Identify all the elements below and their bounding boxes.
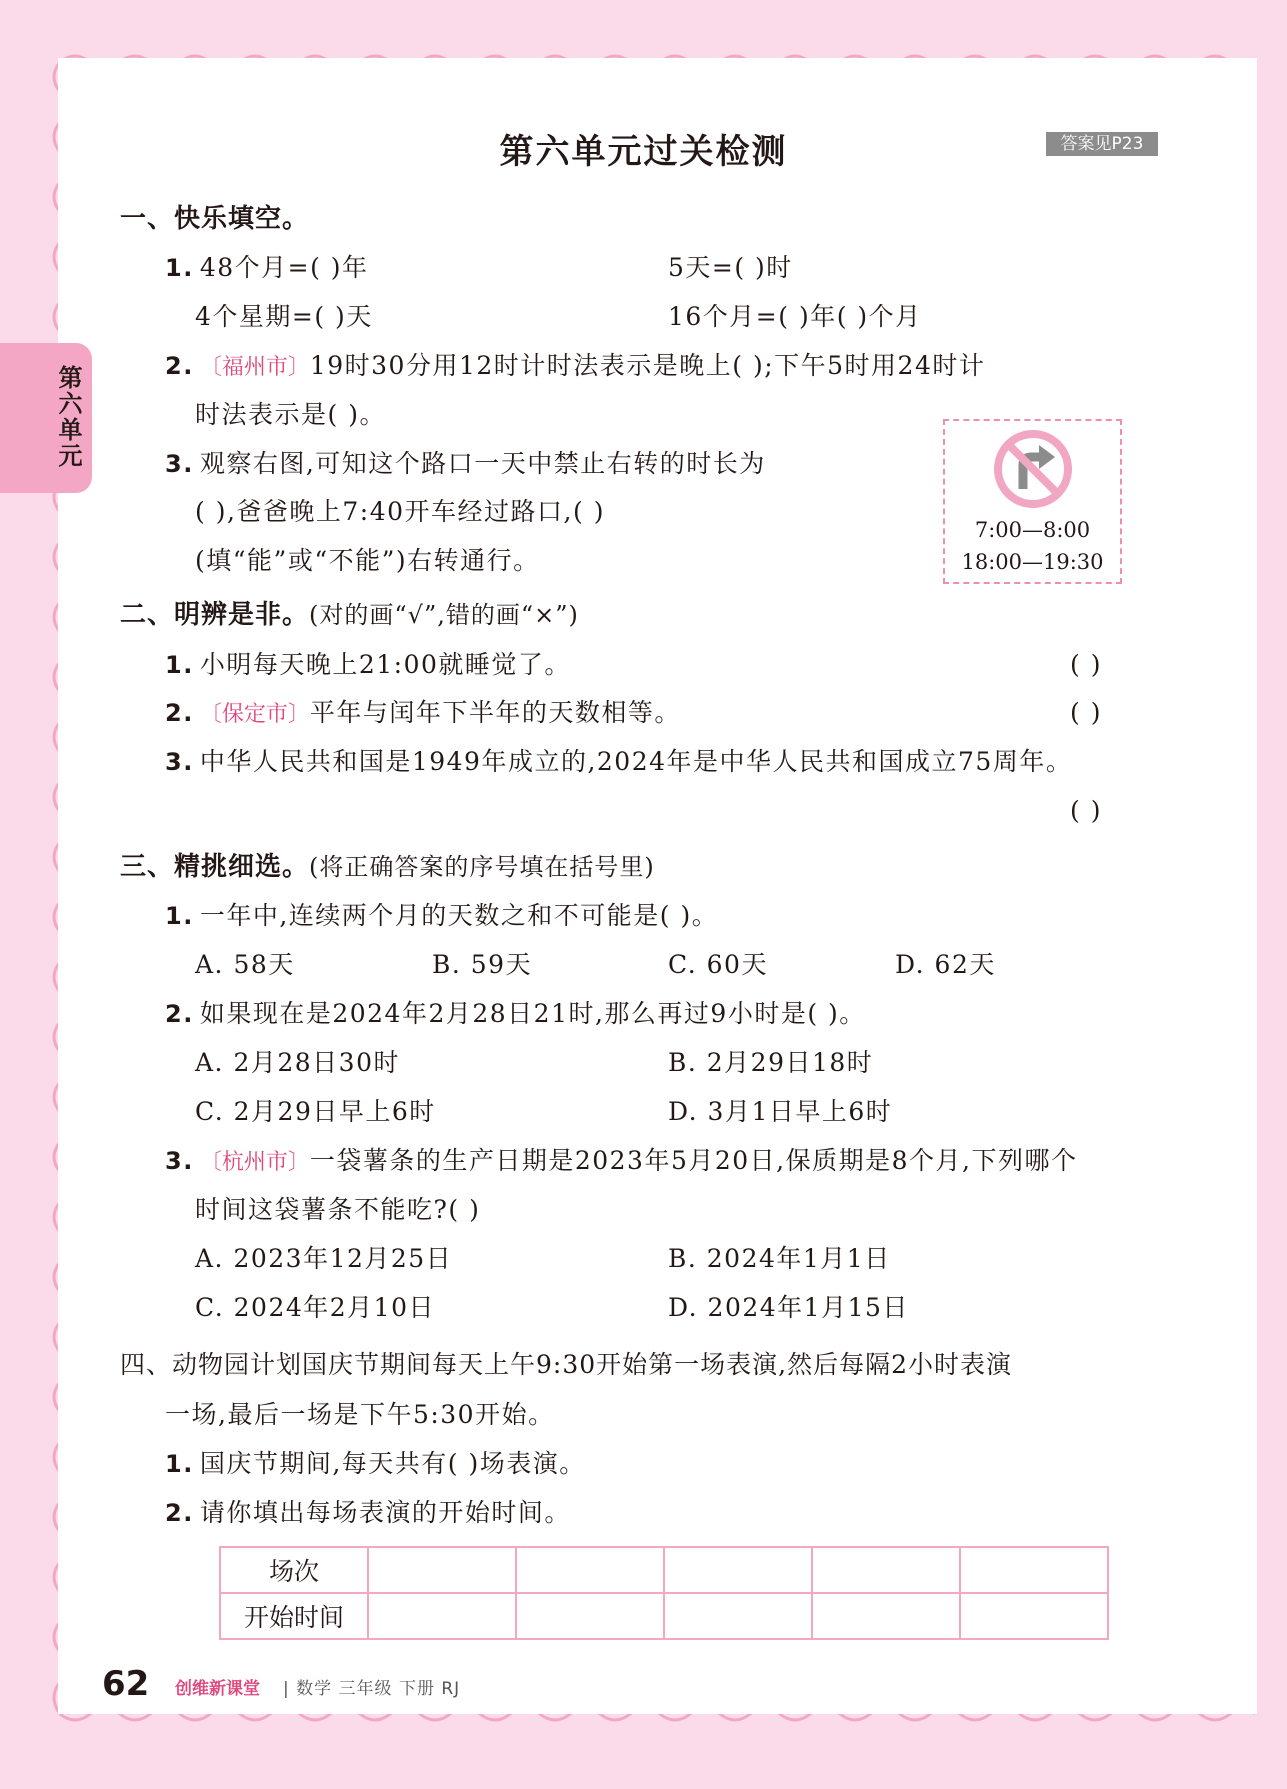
table-cell[interactable] [664,1547,812,1593]
table-cell[interactable] [368,1593,516,1639]
s1-q3 [165,449,766,479]
section-1-heading: 一、快乐填空。 [120,204,310,234]
table-cell[interactable] [960,1547,1108,1593]
section-3-title: 三、精挑细选。 [120,852,310,882]
q-number: 3. [165,1147,194,1175]
s1-q1c: 4个星期=( )天 [195,302,373,331]
s3-q3-option-c[interactable]: C. 2024年2月10日 [195,1293,435,1322]
q-number: 2. [165,1499,194,1527]
table-row-header-start-time: 开始时间 [220,1593,368,1639]
section-2-title: 二、明辨是非。 [120,600,310,630]
table-cell[interactable] [664,1593,812,1639]
traffic-sign-figure [943,419,1122,584]
show-schedule-table [219,1546,1109,1640]
q-number: 2. [165,699,194,727]
s1-q3-line1: 观察右图,可知这个路口一天中禁止右转的时长为 [199,449,766,478]
table-cell[interactable] [516,1547,664,1593]
s2-q3-answer-blank[interactable]: ( ) [1070,796,1102,825]
q-number: 2. [165,352,194,380]
s3-q2-option-c[interactable]: C. 2月29日早上6时 [195,1097,436,1126]
s3-q2-text: 如果现在是2024年2月28日21时,那么再过9小时是( )。 [199,999,866,1028]
s3-q1 [165,901,718,931]
s3-q1-option-b[interactable]: B. 59天 [432,950,533,979]
s3-q3-option-b[interactable]: B. 2024年1月1日 [668,1244,891,1273]
s3-q3-cont: 时间这袋薯条不能吃?( ) [195,1195,481,1224]
s3-q2-option-a[interactable]: A. 2月28日30时 [195,1048,400,1077]
region-tag: 〔福州市〕 [199,355,310,380]
section-3-note: (将正确答案的序号填在括号里) [309,853,655,881]
s4-q1-text: 国庆节期间,每天共有( )场表演。 [199,1449,586,1478]
table-cell[interactable] [368,1547,516,1593]
q-number: 3. [165,748,194,776]
table-row [220,1593,1108,1639]
s2-q2-answer-blank[interactable]: ( ) [1070,698,1102,727]
footer-brand: 创维新课堂 [175,1679,260,1699]
s2-q2 [165,698,681,730]
s1-q1a: 48个月=( )年 [199,253,369,282]
s3-q2-option-d[interactable]: D. 3月1日早上6时 [668,1097,893,1126]
section-4-heading [120,1350,1012,1380]
region-tag: 〔保定市〕 [199,702,310,727]
s1-q1-row1 [165,253,369,283]
section-4-line2: 一场,最后一场是下午5:30开始。 [165,1400,555,1429]
s1-q2 [165,351,985,383]
q-number: 1. [165,902,194,930]
page-number: 62 [102,1664,150,1704]
s3-q1-text: 一年中,连续两个月的天数之和不可能是( )。 [199,901,719,930]
s2-q1-answer-blank[interactable]: ( ) [1070,650,1102,679]
s2-q1-text: 小明每天晚上21:00就睡觉了。 [199,650,571,679]
s1-q1d: 16个月=( )年( )个月 [668,302,922,331]
s3-q1-option-c[interactable]: C. 60天 [668,950,768,979]
s3-q1-option-d[interactable]: D. 62天 [895,950,996,979]
region-tag: 〔杭州市〕 [199,1150,310,1175]
s3-q2-option-b[interactable]: B. 2月29日18时 [668,1048,874,1077]
s3-q3-option-a[interactable]: A. 2023年12月25日 [195,1244,453,1273]
s1-q2-text: 19时30分用12时计时法表示是晚上( );下午5时用24时计 [309,351,986,380]
q-number: 1. [165,254,194,282]
table-row [220,1547,1108,1593]
s2-q2-text: 平年与闰年下半年的天数相等。 [309,698,681,727]
q-number: 1. [165,651,194,679]
table-cell[interactable] [516,1593,664,1639]
s1-q3-line2: ( ),爸爸晚上7:40开车经过路口,( ) [195,497,605,526]
sign-time-evening: 18:00—19:30 [961,550,1104,574]
section-4-line1: 四、动物园计划国庆节期间每天上午9:30开始第一场表演,然后每隔2小时表演 [120,1350,1012,1379]
s2-q3-text: 中华人民共和国是1949年成立的,2024年是中华人民共和国成立75周年。 [199,747,1073,776]
side-tab-label: 第六单元 [54,365,82,469]
q-number: 2. [165,1000,194,1028]
page-title: 第六单元过关检测 [499,132,788,172]
s3-q3 [165,1146,1078,1178]
s1-q2-cont: 时法表示是( )。 [195,400,386,429]
answer-reference-badge: 答案见P23 [1046,132,1158,156]
s2-q1 [165,650,571,680]
s3-q3-option-d[interactable]: D. 2024年1月15日 [668,1293,909,1322]
table-cell[interactable] [812,1547,960,1593]
s1-q3-line3: (填“能”或“不能”)右转通行。 [195,546,540,575]
table-row-header-session: 场次 [220,1547,368,1593]
s4-q2 [165,1498,571,1528]
section-2-heading [120,600,579,630]
table-cell[interactable] [960,1593,1108,1639]
s4-q1 [165,1449,586,1479]
sign-time-morning: 7:00—8:00 [974,518,1091,542]
s4-q2-text: 请你填出每场表演的开始时间。 [199,1498,571,1527]
s2-q3 [165,747,1072,777]
q-number: 1. [165,1450,194,1478]
s3-q2 [165,999,866,1029]
s1-q1b: 5天=( )时 [668,253,793,282]
s3-q3-text: 一袋薯条的生产日期是2023年5月20日,保质期是8个月,下列哪个 [309,1146,1078,1175]
s3-q1-option-a[interactable]: A. 58天 [195,950,295,979]
section-2-note: (对的画“√”,错的画“×”) [309,601,579,629]
no-right-turn-icon [993,429,1073,509]
footer-book-info: | 数学 三年级 下册 RJ [283,1679,461,1699]
q-number: 3. [165,450,194,478]
table-cell[interactable] [812,1593,960,1639]
section-3-heading [120,852,655,882]
